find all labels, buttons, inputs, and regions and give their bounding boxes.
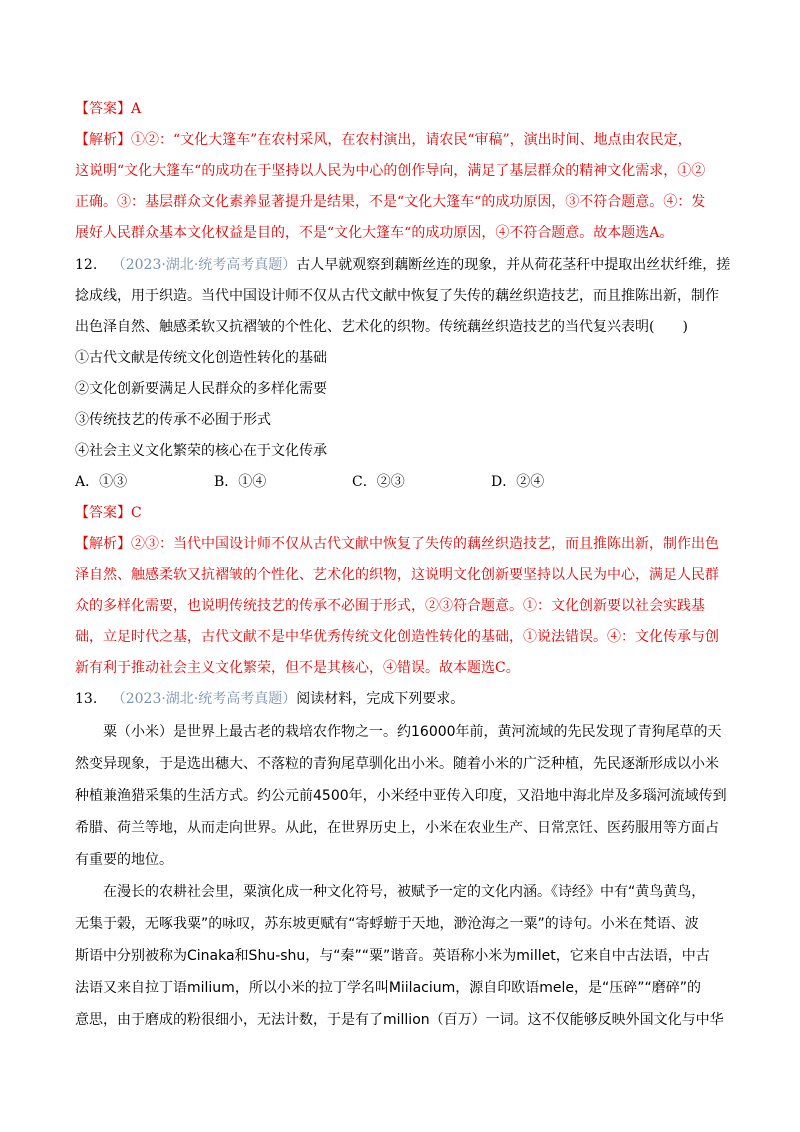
material-paragraph-line: 种植兼渔猎采集的生活方式。约公元前4500年，小米经中亚传入印度，又沿地中海北岸及多瑙河流域传到 <box>75 788 727 804</box>
q12-analysis-line: 新有利于推动社会主义文化繁荣，但不是其核心，④错误。故本题选C。 <box>75 660 520 676</box>
q12-analysis-line: 础，立足时代之基，古代文献不是中华优秀传统文化创造性转化的基础，①说法错误。④：文化传承与创 <box>75 629 719 645</box>
material-paragraph-line: 法语又来自拉丁语milium，所以小米的拉丁学名叫Miilacium，源自印欧语mele，是“压碎”“磨碎”的 <box>75 980 702 996</box>
q12-option-b: B．①④ <box>214 474 267 490</box>
material-paragraph-line: 无集于榖，无啄我粟”的咏叹，苏东坡更赋有“寄蜉蝣于天地，渺沧海之一粟”的诗句。小米在梵语、波 <box>75 916 699 932</box>
q12-analysis-line: 泽自然、触感柔软又抗褶皱的个性化、艺术化的织物，这说明文化创新要坚持以人民为中心，满足人民群 <box>75 567 719 583</box>
q12-stem-line: 出色泽自然、触感柔软又抗褶皱的个性化、艺术化的织物。传统藕丝织造技艺的当代复兴表明( ) <box>75 319 688 335</box>
q12-option-a: A．①③ <box>75 474 128 490</box>
material-paragraph-line: 斯语中分别被称为Cinaka和Shu-shu，与“秦”“粟”谐音。英语称小米为millet，它来自中古法语，中古 <box>75 948 710 964</box>
q11-analysis-line: 【解析】①②：“文化大篷车”在农村采风，在农村演出，请农民“审稿”，演出时间、地点由农民定， <box>75 132 692 148</box>
q12-statement: ①古代文献是传统文化创造性转化的基础 <box>75 350 327 366</box>
q12-option-d: D．②④ <box>491 474 545 490</box>
q12-answer: 【答案】C <box>75 505 142 521</box>
q12-statement: ③传统技艺的传承不必囿于形式 <box>75 412 271 428</box>
q13-stem-line <box>75 689 464 709</box>
q11-analysis-line: 正确。③：基层群众文化素养显著提升是结果，不是“文化大篷车“的成功原因，③不符合题意。④：发 <box>75 194 706 210</box>
q12-analysis-line: 【解析】②③：当代中国设计师不仅从古代文献中恢复了失传的藕丝织造技艺，而且推陈出新，制作出色 <box>75 536 719 552</box>
q12-number: 12. <box>75 257 98 273</box>
q12-stem-line: 捻成线，用于织造。当代中国设计师不仅从古代文献中恢复了失传的藕丝织造技艺，而且推陈出新，制作 <box>75 288 719 304</box>
q13-source: （2023·湖北·统考高考真题） <box>111 691 297 707</box>
material-paragraph-line: 意思，由于磨成的粉很细小，无法计数，于是有了million（百万）一词。这不仅能够反映外国文化与中华 <box>75 1012 724 1028</box>
q12-option-c: C．②③ <box>352 474 405 490</box>
q12-statement: ②文化创新要满足人民群众的多样化需要 <box>75 381 327 397</box>
q12-stem-first-line <box>75 255 730 275</box>
q12-statement: ④社会主义文化繁荣的核心在于文化传承 <box>75 443 327 459</box>
q12-source: （2023·湖北·统考高考真题） <box>111 257 297 273</box>
q11-analysis-line: 展好人民群众基本文化权益是目的，不是“文化大篷车“的成功原因，④不符合题意。故本题选A。 <box>75 225 674 241</box>
q12-stem-first: 古人早就观察到藕断丝连的现象，并从荷花茎秆中提取出丝状纤维，搓 <box>296 257 731 273</box>
material-paragraph-line: 在漫长的农耕社会里，粟演化成一种文化符号，被赋予一定的文化内涵。《诗经》中有“黄鸟黄鸟， <box>103 884 706 900</box>
q13-number: 13. <box>75 691 98 707</box>
q11-analysis-line: 这说明“文化大篷车“的成功在于坚持以人民为中心的创作导向，满足了基层群众的精神文化需求，①② <box>75 163 706 179</box>
q12-analysis-line: 众的多样化需要，也说明传统技艺的传承不必囿于形式，②③符合题意。①：文化创新要以社会实践基 <box>75 598 705 614</box>
material-paragraph-line: 粟（小米）是世界上最古老的栽培农作物之一。约16000年前，黄河流域的先民发现了青狗尾草的天 <box>103 724 722 740</box>
q13-prompt: 阅读材料，完成下列要求。 <box>296 691 465 707</box>
material-paragraph-line: 有重要的地位。 <box>75 852 173 868</box>
material-paragraph-line: 希腊、荷兰等地，从而走向世界。从此，在世界历史上，小米在农业生产、日常烹饪、医药服用等方面占 <box>75 820 719 836</box>
material-paragraph-line: 然变异现象，于是选出穗大、不落粒的青狗尾草驯化出小米。随着小米的广泛种植，先民逐渐形成以小米 <box>75 756 719 772</box>
q11-answer: 【答案】A <box>75 101 142 117</box>
